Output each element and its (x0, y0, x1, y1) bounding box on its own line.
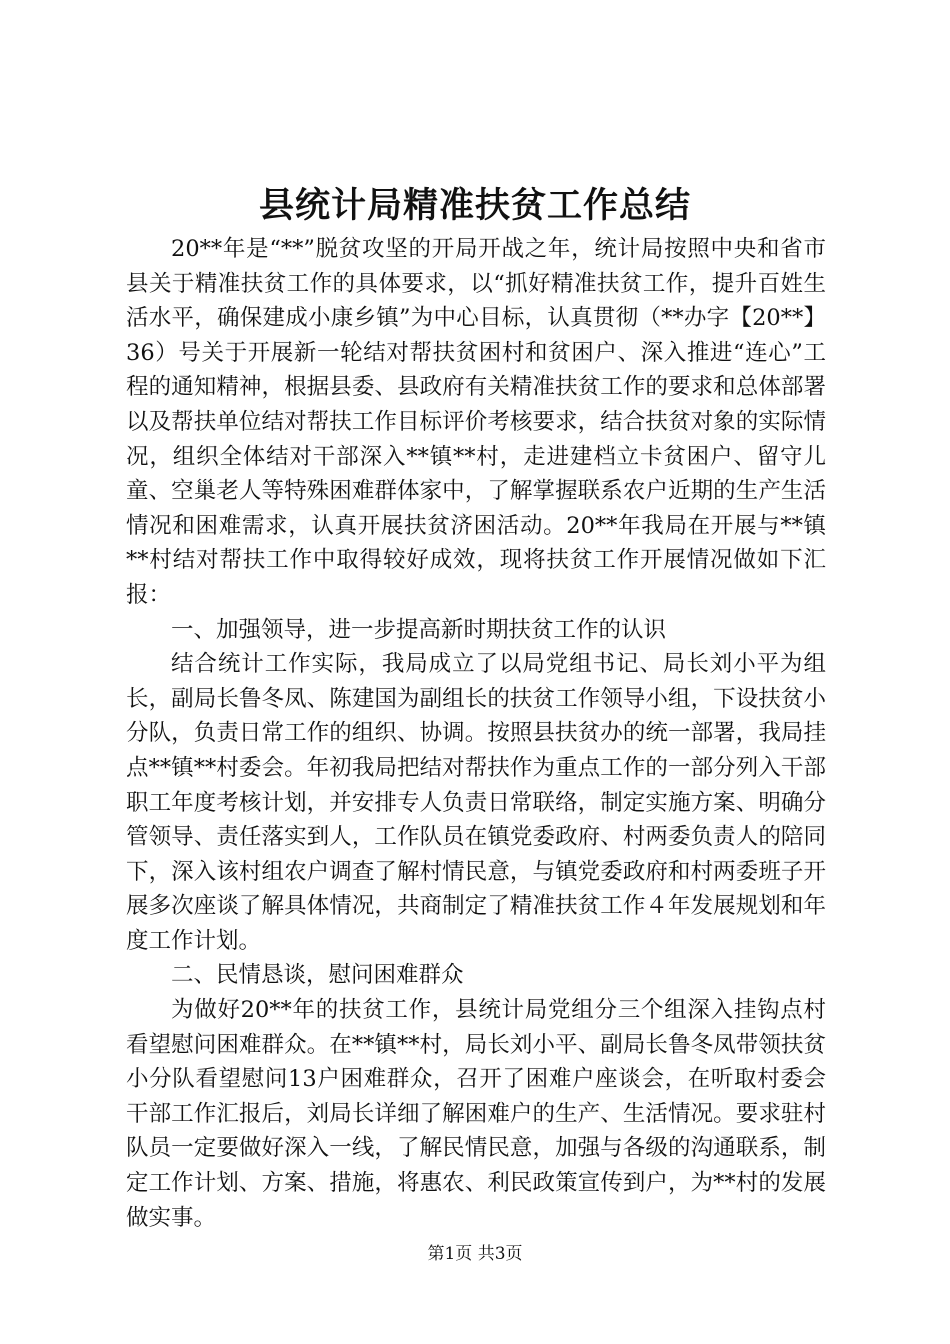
section-heading-1: 一、加强领导，进一步提高新时期扶贫工作的认识 (171, 616, 667, 643)
section-heading-2: 二、民情恳谈，慰问困难群众 (171, 962, 464, 989)
paragraph-section-2: 为做好20**年的扶贫工作，县统计局党组分三个组深入挂钩点村看望慰问困难群众。在**镇**村，局长刘小平、副局长鲁冬凤带领扶贫小分队看望慰问13户困难群众，召开了困难户座谈会，在听取村委会干部工作汇报后，刘局长详细了解困难户的生产、生活情况。要求驻村队员一定要做好深入一线，了解民情民意，加强与各级的沟通联系，制定工作计划、方案、措施，将惠农、利民政策宣传到户，为**村的发展做实事。 (126, 997, 826, 1231)
paragraph-intro: 20**年是“**”脱贫攻坚的开局开战之年，统计局按照中央和省市县关于精准扶贫工作的具体要求，以“抓好精准扶贫工作，提升百姓生活水平，确保建成小康乡镇”为中心目标，认真贯彻（**办字【20**】36）号关于开展新一轮结对帮扶贫困村和贫困户、深入推进“连心”工程的通知精神，根据县委、县政府有关精准扶贫工作的要求和总体部署以及帮扶单位结对帮扶工作目标评价考核要求，结合扶贫对象的实际情况，组织全体结对干部深入**镇**村，走进建档立卡贫困户、留守儿童、空巢老人等特殊困难群体家中，了解掌握联系农户近期的生产生活情况和困难需求，认真开展扶贫济困活动。20**年我局在开展与**镇**村结对帮扶工作中取得较好成效，现将扶贫工作开展情况做如下汇报： (126, 236, 826, 608)
page-number-footer: 第1页 共3页 (427, 1244, 523, 1264)
paragraph-section-1: 结合统计工作实际，我局成立了以局党组书记、局长刘小平为组长，副局长鲁冬凤、陈建国为副组长的扶贫工作领导小组，下设扶贫小分队，负责日常工作的组织、协调。按照县扶贫办的统一部署，我局挂点**镇**村委会。年初我局把结对帮扶作为重点工作的一部分列入干部职工年度考核计划，并安排专人负责日常联络，制定实施方案、明确分管领导、责任落实到人，工作队员在镇党委政府、村两委负责人的陪同下，深入该村组农户调查了解村情民意，与镇党委政府和村两委班子开展多次座谈了解具体情况，共商制定了精准扶贫工作４年发展规划和年度工作计划。 (126, 651, 826, 954)
document-title: 县统计局精准扶贫工作总结 (258, 185, 691, 226)
document-body (126, 232, 826, 1235)
